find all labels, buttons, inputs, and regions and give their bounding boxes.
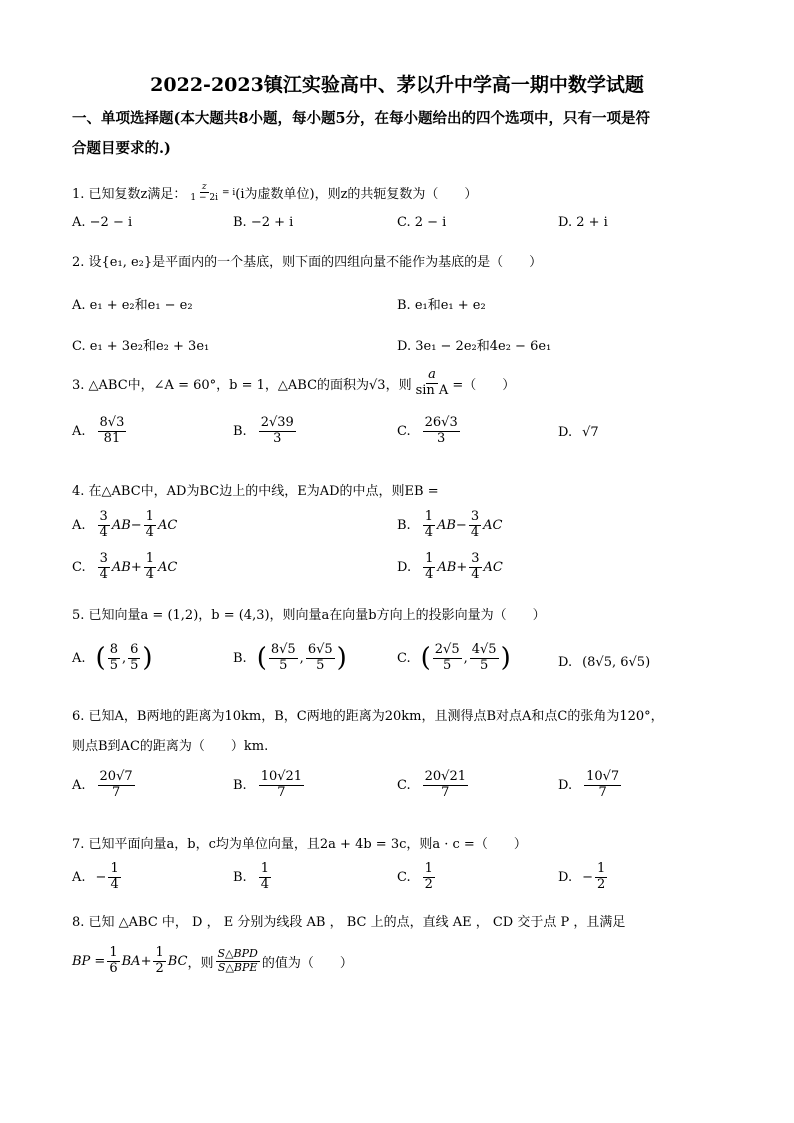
question-1 [72, 182, 477, 204]
q3-fraction: $\frac{a}{\text{sin A}}$ [415, 367, 449, 398]
q6-option-d: D. $\frac{10√7}{7}$ [558, 769, 620, 800]
q1-option-c: C. 2 − i [397, 215, 447, 230]
q4-option-a: A. $\frac{3}{4}$ AB − $\frac{1}{4}$ AC [72, 509, 178, 540]
q7-option-a: A. − $\frac{1}{4}$ [72, 861, 119, 892]
q8-stem-tail: 的值为（ ） [261, 955, 353, 971]
q1-fraction: $\frac{z}{1 - 2i}$ [190, 182, 218, 204]
q3-option-b: B. $\frac{2√39}{3}$ [233, 415, 294, 446]
q1-option-d: D. 2 + i [558, 215, 608, 230]
question-4: 4. 在△ABC中，AD为BC边上的中线，E为AD的中点，则EB = [72, 484, 439, 499]
question-2: 2. 设{e₁, e₂}是平面内的一个基底，则下面的四组向量不能作为基底的是（ ） [72, 255, 543, 270]
question-5: 5. 已知向量a = (1,2)，b = (4,3)，则向量a在向量b方向上的投影向量为（ ） [72, 608, 546, 623]
q2-option-a: A. e₁ + e₂和e₁ − e₂ [72, 298, 193, 313]
page-title: 2022-2023镇江实验高中、茅以升中学高一期中数学试题 [150, 74, 644, 96]
section-heading [72, 104, 722, 164]
q1-option-a: A. −2 − i [72, 215, 133, 230]
q2-option-c: C. e₁ + 3e₂和e₂ + 3e₁ [72, 339, 210, 354]
q6-option-c: C. $\frac{20√21}{7}$ [397, 769, 466, 800]
q5-option-b: B. ( $\frac{8√5}{5}$ , $\frac{6√5}{5}$ ) [233, 642, 347, 674]
q8-lhs: BP = [72, 953, 106, 969]
section-heading-line2: 合题目要求的.) [72, 140, 171, 157]
q8-ratio: $\frac{\text{S△BPD}}{\text{S△BPE}}$ [217, 947, 258, 974]
q5-option-c: C. ( $\frac{2√5}{5}$ , $\frac{4√5}{5}$ ) [397, 642, 511, 674]
q3-option-d: D. √7 [558, 425, 599, 440]
q2-option-d: D. 3e₁ − 2e₂和4e₂ − 6e₁ [397, 339, 552, 354]
question-8-line1: 8. 已知 △ABC 中， D ， E 分别为线段 AB ， BC 上的点，直线 AE ， CD 交于点 P ，且满足 [72, 915, 626, 930]
question-6-line1: 6. 已知A，B两地的距离为10km，B，C两地的距离为20km，且测得点B对点A和点C的张角为120°， [72, 709, 664, 724]
q6-option-b: B. $\frac{10√21}{7}$ [233, 769, 303, 800]
q1-option-b: B. −2 + i [233, 215, 294, 230]
q7-option-c: C. $\frac{1}{2}$ [397, 861, 433, 892]
question-6-line2: 则点B到AC的距离为（ ）km. [72, 739, 269, 754]
q3-rhs: =（ ） [452, 377, 516, 393]
q2-option-b: B. e₁和e₁ + e₂ [397, 298, 486, 313]
q5-option-d: D. (8√5, 6√5) [558, 655, 651, 670]
q6-option-a: A. $\frac{20√7}{7}$ [72, 769, 133, 800]
q7-option-d: D. − $\frac{1}{2}$ [558, 861, 606, 892]
question-8-line2: BP = $\frac{1}{6}$ BA + $\frac{1}{2}$ BC ，则 $\frac{\text{S△BPD}}{\text{S△BPE}}$ 的值为（ ） [72, 945, 353, 976]
q4-option-c: C. $\frac{3}{4}$ AB + $\frac{1}{4}$ AC [72, 551, 178, 582]
q3-option-c: C. $\frac{26√3}{3}$ [397, 415, 458, 446]
q1-stem-tail: (i为虚数单位)，则z的共轭复数为（ ） [235, 187, 478, 203]
section-heading-line1: 一、单项选择题(本大题共8小题，每小题5分，在每小题给出的四个选项中，只有一项是符 [72, 110, 651, 127]
q5-option-a: A. ( $\frac{8}{5}$ , $\frac{6}{5}$ ) [72, 642, 153, 674]
q4-option-b: B. $\frac{1}{4}$ AB − $\frac{3}{4}$ AC [397, 509, 503, 540]
q3-stem: 3. △ABC中，∠A = 60°，b = 1，△ABC的面积为√3，则 [72, 377, 412, 393]
q4-option-d: D. $\frac{1}{4}$ AB + $\frac{3}{4}$ AC [397, 551, 503, 582]
q7-option-b: B. $\frac{1}{4}$ [233, 861, 269, 892]
question-7: 7. 已知平面向量a，b，c均为单位向量，且2a + 4b = 3c，则a · c =（ ） [72, 837, 527, 852]
q3-option-a: A. $\frac{8√3}{81}$ [72, 415, 125, 446]
q1-stem: 1. 已知复数z满足： [72, 187, 187, 203]
q1-rhs: = i [221, 187, 236, 198]
question-3 [72, 368, 515, 399]
